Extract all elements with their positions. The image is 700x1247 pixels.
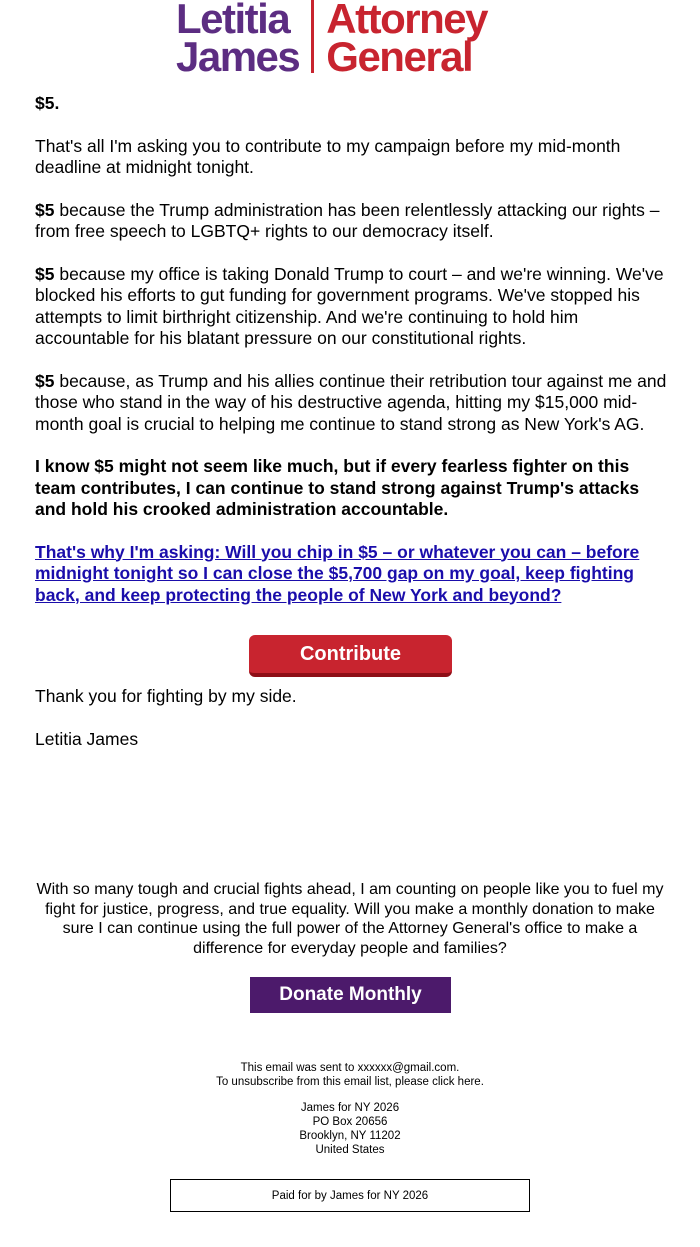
amount-bold: $5	[35, 263, 55, 284]
signature: Letitia James	[35, 728, 139, 749]
paragraph-text: because my office is taking Donald Trump to court – and we're winning. We've blocked his efforts to gut funding for government programs. We've stopped his attempts to limit birthright citizenship. And we're continuing to hold him accountable for his blatant pressure on our constitutional rights.	[35, 263, 664, 348]
amount-heading	[35, 93, 670, 115]
contribute-button[interactable]: Contribute	[249, 635, 452, 677]
logo-title	[326, 0, 487, 80]
campaign-logo	[176, 0, 536, 80]
logo-name-line2: James	[176, 33, 300, 80]
email-body	[35, 93, 670, 627]
unsubscribe-text	[0, 1075, 700, 1089]
address-line: Brooklyn, NY 11202	[299, 1130, 401, 1142]
footer-email-info	[0, 1061, 700, 1089]
donate-monthly-button[interactable]: Donate Monthly	[250, 977, 451, 1013]
logo-title-line1: Attorney	[326, 0, 487, 42]
footer-address	[0, 1101, 700, 1157]
paragraph-court	[35, 264, 670, 350]
logo-divider	[311, 0, 314, 73]
monthly-appeal-text: With so many tough and crucial fights ahead, I am counting on people like you to fuel my fight for justice, progress, and true equality. Will you make a monthly donation to make sure I can continue using the full power of the Attorney General's office to make a difference for everyday people and families?	[36, 881, 664, 957]
paragraph-text: because the Trump administration has been relentlessly attacking our rights – from free speech to LGBTQ+ rights to our democracy itself.	[35, 199, 660, 241]
paragraph-text: because, as Trump and his allies continue their retribution tour against me and those who stand in the way of his destructive agenda, hitting my $15,000 mid-month goal is crucial to helping me continue to stand strong as New York's AG.	[35, 370, 667, 434]
address-line: PO Box 20656	[312, 1116, 388, 1128]
closing	[35, 686, 670, 771]
amount-bold: $5	[35, 370, 55, 391]
bold-appeal-paragraph: I know $5 might not seem like much, but if every fearless fighter on this team contributes, I can continue to stand strong against Trump's attacks and hold his crooked administration accountable.	[35, 456, 640, 519]
logo-name-line1: Letitia	[176, 0, 290, 42]
sent-to-text: This email was sent to xxxxxx@gmail.com.	[240, 1062, 460, 1074]
amount-bold: $5	[35, 199, 55, 220]
chip-in-link[interactable]: That's why I'm asking: Will you chip in $5 – or whatever you can – before midnight tonight so I can close the $5,700 gap on my goal, keep fighting back, and keep protecting the people of New York and beyond?	[35, 541, 640, 605]
paragraph-goal	[35, 371, 670, 436]
logo-name	[176, 0, 300, 80]
address-line: United States	[315, 1144, 385, 1156]
unsubscribe-link[interactable]: To unsubscribe from this email list, please click here.	[216, 1076, 484, 1088]
intro-paragraph: That's all I'm asking you to contribute to my campaign before my mid-month deadline at midnight tonight.	[35, 135, 621, 177]
thanks-text: Thank you for fighting by my side.	[35, 686, 297, 706]
address-line: James for NY 2026	[300, 1102, 400, 1114]
ask-paragraph	[35, 542, 670, 607]
paid-for-text: Paid for by James for NY 2026	[271, 1189, 429, 1202]
logo-title-line2: General	[326, 33, 473, 80]
paragraph-rights	[35, 200, 670, 243]
amount-heading-text: $5.	[35, 93, 60, 113]
paid-for-disclaimer	[170, 1179, 530, 1212]
